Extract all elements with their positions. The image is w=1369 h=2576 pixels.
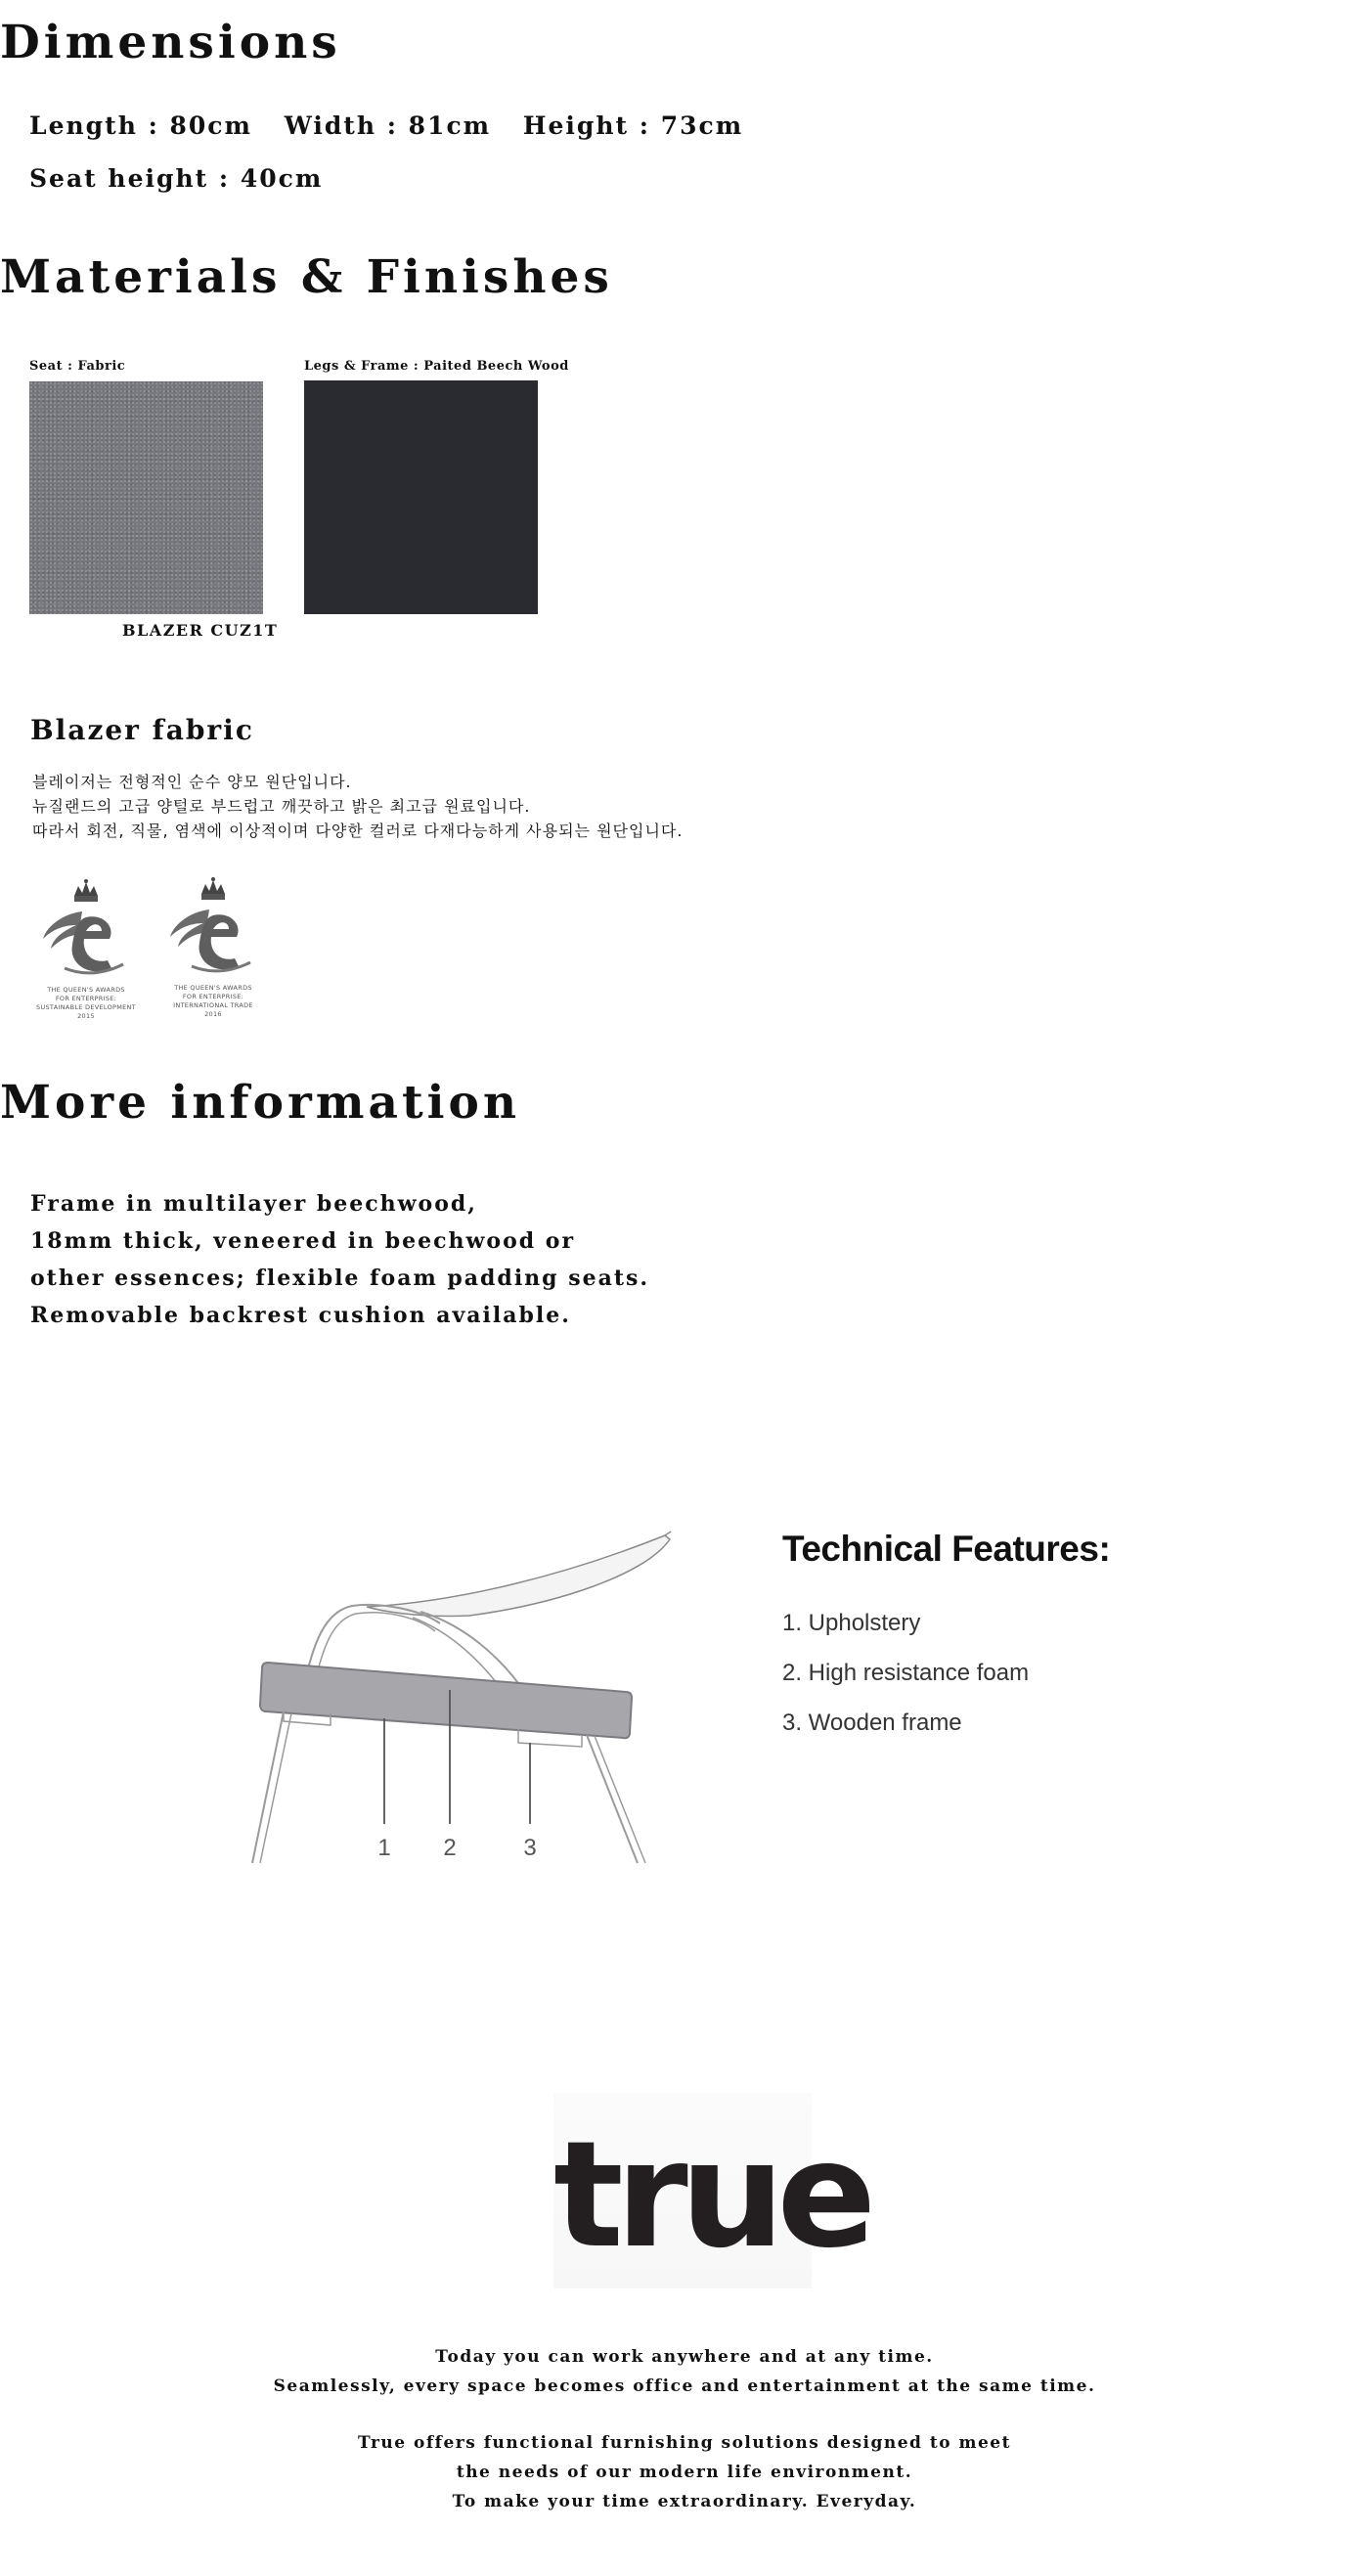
length-value: Length : 80cm	[29, 111, 252, 140]
callout-2: 2	[443, 1835, 457, 1861]
height-value: Height : 73cm	[522, 111, 744, 140]
fabric-swatch-name: BLAZER CUZ1T	[122, 621, 279, 640]
feature-item: 2. High resistance foam	[782, 1660, 1030, 1686]
dimensions-line	[29, 111, 765, 140]
callout-3: 3	[523, 1835, 537, 1861]
award-caption: THE QUEEN'S AWARDS FOR ENTERPRISE: SUSTAINABLE DEVELOPMENT 2015	[36, 986, 136, 1020]
more-info-heading: More information	[0, 1076, 521, 1130]
technical-features-list	[782, 1610, 1173, 1747]
feature-item: 1. Upholstery	[782, 1610, 921, 1636]
more-info-line: Removable backrest cushion available.	[30, 1303, 571, 1328]
mission-line: To make your time extraordinary. Everyday.	[452, 2492, 917, 2511]
materials-heading: Materials & Finishes	[0, 250, 613, 304]
frame-swatch-label: Legs & Frame : Paited Beech Wood	[304, 359, 569, 374]
queens-award-trade	[162, 876, 264, 1023]
fabric-line: 블레이저는 전형적인 순수 양모 원단입니다.	[32, 773, 352, 791]
more-info-body	[30, 1185, 649, 1334]
tagline-line: Today you can work anywhere and at any time.	[435, 2347, 934, 2367]
queens-award-sustainable	[35, 878, 137, 1021]
seat-height-value: Seat height : 40cm	[29, 164, 324, 193]
fabric-line: 뉴질랜드의 고급 양털로 부드럽고 깨끗하고 밝은 최고급 원료입니다.	[32, 797, 531, 816]
more-info-line: Frame in multilayer beechwood,	[30, 1191, 477, 1217]
more-info-line: other essences; flexible foam padding seats.	[30, 1266, 650, 1291]
brand-logo	[553, 2093, 869, 2288]
more-info-line: 18mm thick, veneered in beechwood or	[30, 1228, 576, 1254]
fabric-swatch	[29, 381, 263, 614]
mission-line: the needs of our modern life environment.	[456, 2463, 913, 2482]
fabric-line: 따라서 회전, 직물, 염색에 이상적이며 다양한 컬러로 다재다능하게 사용되는 원단입니다.	[32, 822, 684, 840]
tagline-line: Seamlessly, every space becomes office and entertainment at the same time.	[273, 2376, 1096, 2396]
brand-tagline	[0, 2342, 1369, 2401]
callout-1: 1	[377, 1835, 391, 1861]
brand-logo-text: true	[553, 2110, 869, 2281]
award-caption: THE QUEEN'S AWARDS FOR ENTERPRISE: INTERNATIONAL TRADE 2016	[173, 984, 253, 1018]
brand-mission	[0, 2428, 1369, 2516]
mission-line: True offers functional furnishing solutions designed to meet	[358, 2433, 1011, 2453]
queens-award-emblem-icon	[162, 876, 264, 980]
chair-diagram	[235, 1526, 684, 1888]
dimensions-heading: Dimensions	[0, 16, 341, 69]
wood-swatch	[304, 380, 538, 614]
feature-item: 3. Wooden frame	[782, 1710, 962, 1736]
queens-award-emblem-icon	[35, 878, 137, 982]
fabric-description	[32, 770, 683, 843]
width-value: Width : 81cm	[284, 111, 492, 140]
seat-swatch-label: Seat : Fabric	[29, 359, 126, 374]
fabric-heading: Blazer fabric	[30, 714, 254, 746]
technical-features-heading: Technical Features:	[782, 1529, 1111, 1569]
